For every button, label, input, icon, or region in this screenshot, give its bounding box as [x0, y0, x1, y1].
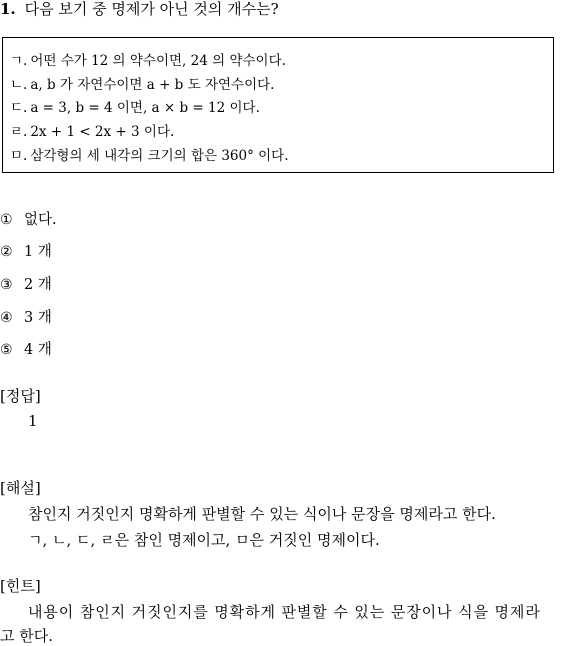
box-item: [10, 124, 174, 140]
option-mark: ②: [0, 244, 13, 260]
option-text: 1 개: [24, 244, 52, 260]
option-mark: ④: [0, 310, 13, 326]
box-item: [10, 77, 274, 93]
box-item-text: a = 3, b = 4 이면, a × b = 12 이다.: [30, 100, 260, 116]
option-text: 3 개: [24, 310, 52, 326]
answer-value: 1: [28, 412, 38, 430]
question-text: 다음 보기 중 명제가 아닌 것의 개수는?: [24, 0, 279, 18]
explanation-line: ㄱ, ㄴ, ㄷ, ㄹ은 참인 명제이고, ㅁ은 거짓인 명제이다.: [28, 531, 380, 549]
question-line: [0, 0, 279, 18]
box-item: [10, 100, 260, 116]
option-2[interactable]: [0, 243, 52, 261]
option-3[interactable]: [0, 276, 52, 294]
option-mark: ①: [0, 212, 13, 228]
box-item-text: 삼각형의 세 내각의 크기의 합은 360° 이다.: [30, 148, 289, 164]
option-1[interactable]: [0, 211, 57, 229]
box-item-label: ㄱ.: [10, 53, 28, 69]
option-4[interactable]: [0, 309, 52, 327]
box-item-text: 2x + 1 < 2x + 3 이다.: [30, 124, 175, 140]
box-item: [10, 53, 286, 69]
explanation-title: [해설]: [0, 479, 41, 497]
box-item-text: a, b 가 자연수이면 a + b 도 자연수이다.: [30, 77, 275, 93]
box-item-label: ㄹ.: [10, 124, 28, 140]
option-text: 없다.: [24, 212, 57, 228]
option-text: 2 개: [24, 277, 52, 293]
hint-title: [힌트]: [0, 577, 41, 595]
question-number: 1.: [0, 0, 16, 18]
hint-line: 고 한다.: [0, 627, 54, 645]
option-mark: ③: [0, 277, 13, 293]
option-5[interactable]: [0, 341, 52, 359]
box-item-label: ㅁ.: [10, 148, 28, 164]
box-item-text: 어떤 수가 12 의 약수이면, 24 의 약수이다.: [30, 53, 286, 69]
example-box: [2, 37, 554, 173]
hint-line: 내용이 참인지 거짓인지를 명확하게 판별할 수 있는 문장이나 식을 명제라: [28, 603, 541, 621]
box-item-label: ㄴ.: [10, 77, 28, 93]
option-mark: ⑤: [0, 342, 13, 358]
option-text: 4 개: [24, 342, 52, 358]
explanation-line: 참인지 거짓인지 명확하게 판별할 수 있는 식이나 문장을 명제라고 한다.: [28, 505, 496, 523]
answer-title: [정답]: [0, 387, 41, 405]
box-item: [10, 148, 289, 164]
box-item-label: ㄷ.: [10, 100, 28, 116]
